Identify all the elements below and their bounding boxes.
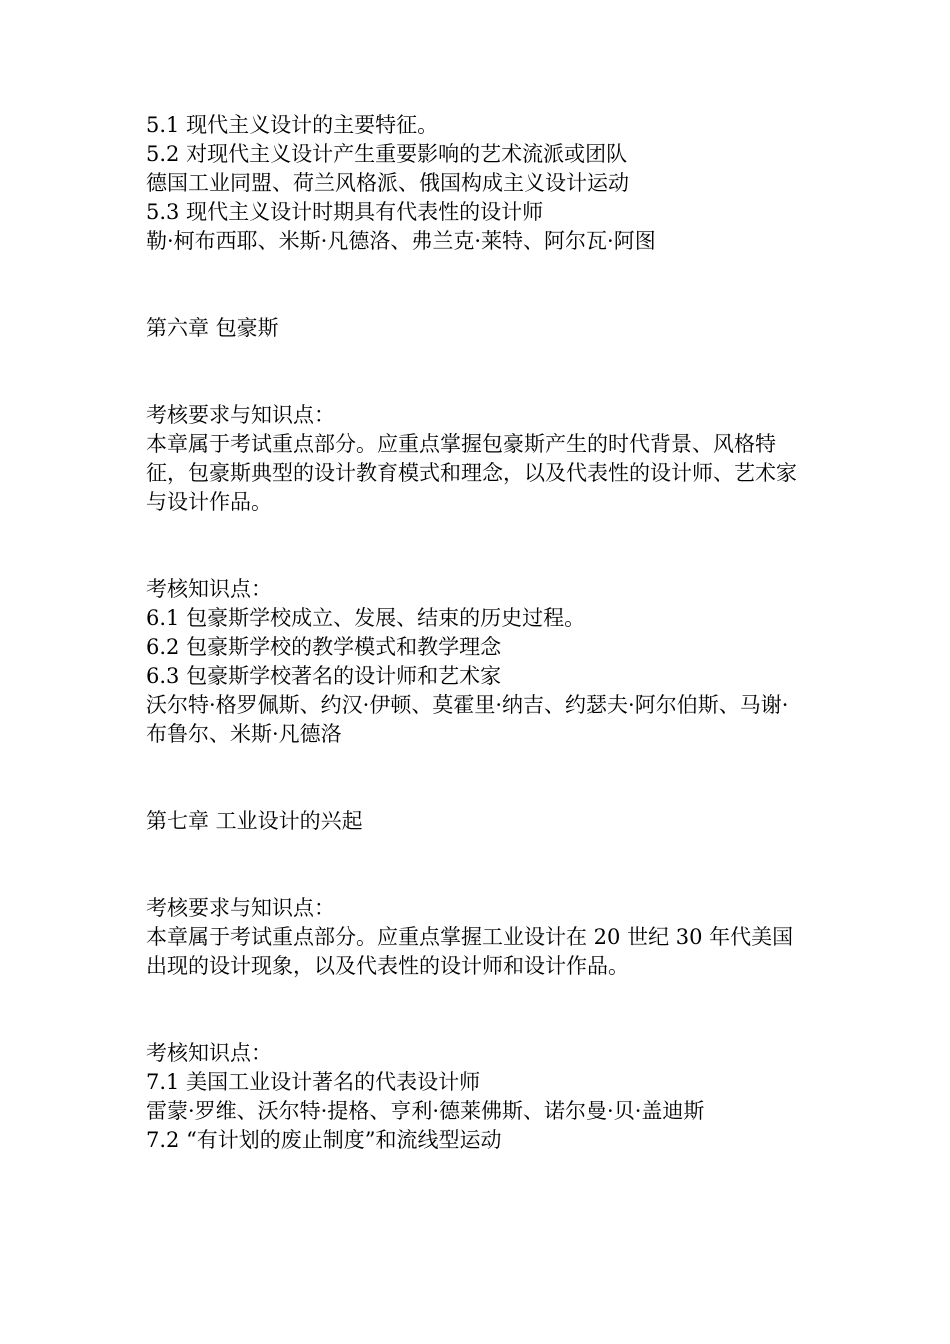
point-5-3: 5.3 现代主义设计时期具有代表性的设计师 <box>146 200 544 224</box>
point-6-3: 6.3 包豪斯学校著名的设计师和艺术家 <box>146 664 502 688</box>
point-5-2: 5.2 对现代主义设计产生重要影响的艺术流派或团队 <box>146 142 628 166</box>
bauhaus-designers-list: 沃尔特·格罗佩斯、约汉·伊顿、莫霍里·纳吉、约瑟夫·阿尔伯斯、马谢·布鲁尔、米斯·凡德洛 <box>146 693 789 746</box>
chapter-7-title <box>146 807 806 836</box>
section-5-points <box>146 111 806 256</box>
chapter-6-knowledge <box>146 575 806 749</box>
chapter-7-knowledge-heading: 考核知识点： <box>146 1041 272 1065</box>
point-6-1: 6.1 包豪斯学校成立、发展、结束的历史过程。 <box>146 606 586 630</box>
chapter-6-requirements <box>146 401 806 517</box>
point-5-1: 5.1 现代主义设计的主要特征。 <box>146 113 439 137</box>
chapter-6-knowledge-heading: 考核知识点： <box>146 577 272 601</box>
influences-list: 德国工业同盟、荷兰风格派、俄国构成主义设计运动 <box>146 171 629 195</box>
point-7-1: 7.1 美国工业设计著名的代表设计师 <box>146 1070 481 1094</box>
chapter-6-requirements-heading: 考核要求与知识点： <box>146 403 335 427</box>
modernist-designers-list: 勒·柯布西耶、米斯·凡德洛、弗兰克·莱特、阿尔瓦·阿图 <box>146 229 656 253</box>
industrial-designers-list: 雷蒙·罗维、沃尔特·提格、亨利·德莱佛斯、诺尔曼·贝·盖迪斯 <box>146 1099 705 1123</box>
chapter-6-title <box>146 314 806 343</box>
point-6-2: 6.2 包豪斯学校的教学模式和教学理念 <box>146 635 502 659</box>
chapter-6-requirements-text: 本章属于考试重点部分。应重点掌握包豪斯产生的时代背景、风格特征，包豪斯典型的设计教育模式和理念，以及代表性的设计师、艺术家与设计作品。 <box>146 432 797 514</box>
point-7-2: 7.2 “有计划的废止制度”和流线型运动 <box>146 1128 502 1152</box>
chapter-7-requirements <box>146 894 806 981</box>
chapter-7-title-text: 第七章 工业设计的兴起 <box>146 809 363 833</box>
chapter-7-requirements-heading: 考核要求与知识点： <box>146 896 335 920</box>
chapter-7-knowledge <box>146 1039 806 1155</box>
chapter-6-title-text: 第六章 包豪斯 <box>146 316 279 340</box>
chapter-7-requirements-text: 本章属于考试重点部分。应重点掌握工业设计在 20 世纪 30 年代美国出现的设计现象，以及代表性的设计师和设计作品。 <box>146 925 794 978</box>
